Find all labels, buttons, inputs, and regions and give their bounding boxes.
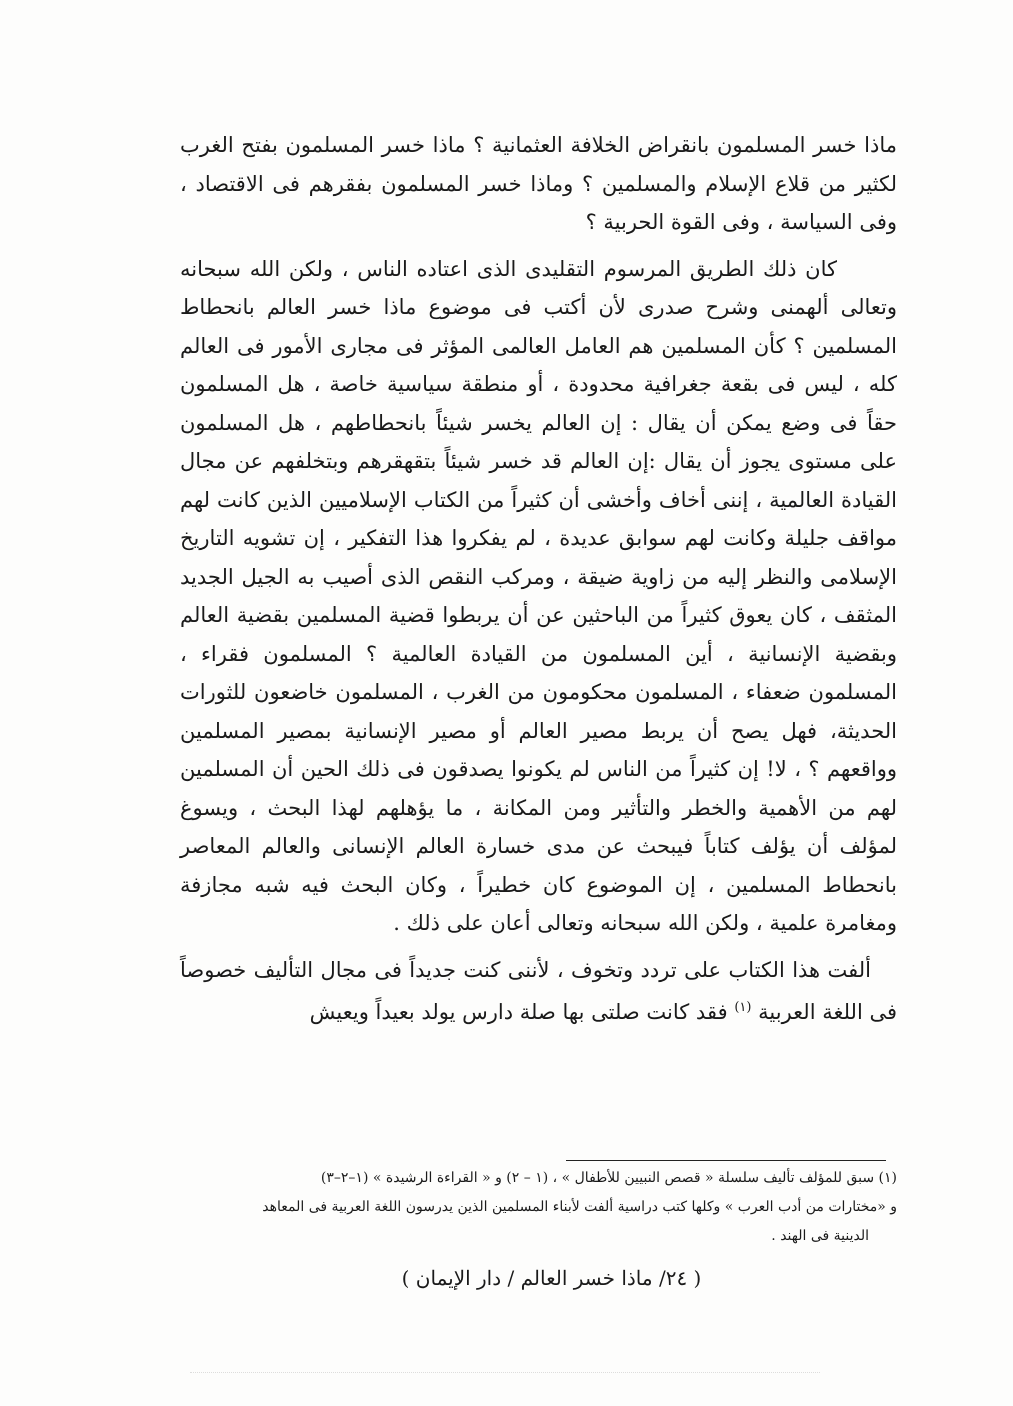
footnote-line-3: الدينية فى الهند . <box>771 1228 869 1244</box>
footnote-line-2: و «مختارات من أدب العرب » وكلها كتب دراسية ألفت لأبناء المسلمين الذين يدرسون اللغة العربية فى المعاهد <box>262 1199 897 1215</box>
scan-artifact-line <box>190 1372 820 1381</box>
page-footer: ( ٢٤/ ماذا خسر العالم / دار الإيمان ) <box>401 1266 702 1290</box>
paragraph-3-text: ألفت هذا الكتاب على تردد وتخوف ، لأننى كنت جديداً فى مجال التأليف خصوصاً فى اللغة العربية <box>180 957 897 1024</box>
body-text <box>180 126 897 1032</box>
footnote-marker: (١) <box>734 1000 752 1015</box>
footnote-divider <box>566 1160 886 1161</box>
paragraph-2: كان ذلك الطريق المرسوم التقليدى الذى اعتاده الناس ، ولكن الله سبحانه وتعالى ألهمنى وشرح صدرى لأن أكتب فى موضوع ماذا خسر العالم بانحطاط المسلمين ؟ كأن المسلمين هم العامل العالمى المؤثر فى مجارى الأمور فى العالم كله ، ليس فى بقعة جغرافية محدودة ، أو منطقة سياسية خاصة ، هل المسلمون حقاً فى وضع يمكن أن يقال : إن العالم يخسر شيئاً بانحطاطهم ، هل المسلمون على مستوى يجوز أن يقال :إن العالم قد خسر شيئاً بتقهقرهم وبتخلفهم عن مجال القيادة العالمية ، إننى أخاف وأخشى أن كثيراً من الكتاب الإسلاميين الذين كانت لهم مواقف جليلة وكانت لهم سوابق عديدة ، لم يفكروا هذا التفكير ، إن تشويه التاريخ الإسلامى والنظر إليه من زاوية ضيقة ، ومركب النقص الذى أصيب به الجيل الجديد المثقف ، كان يعوق كثيراً من الباحثين عن أن يربطوا قضية المسلمين بقضية العالم وبقضية الإنسانية ، أين المسلمون من القيادة العالمية ؟ المسلمون فقراء ، المسلمون ضعفاء ، المسلمون محكومون من الغرب ، المسلمون خاضعون للثورات الحديثة، فهل يصح أن يربط مصير العالم أو مصير الإنسانية بمصير المسلمين وواقعهم ؟ ، لا! إن كثيراً من الناس لم يكونوا يصدقون فى ذلك الحين أن المسلمين لهم من الأهمية والخطر والتأثير ومن المكانة ، ما يؤهلهم لهذا البحث ، ويسوغ لمؤلف أن يؤلف كتاباً فيبحث عن مدى خسارة العالم الإنسانى والعالم المعاصر بانحطاط المسلمين ، إن الموضوع كان خطيراً ، وكان البحث فيه شبه مجازفة ومغامرة علمية ، ولكن الله سبحانه وتعالى أعان على ذلك . <box>180 256 897 935</box>
paragraph-1: ماذا خسر المسلمون بانقراض الخلافة العثمانية ؟ ماذا خسر المسلمون بفتح الغرب لكثير من قلاع الإسلام والمسلمين ؟ وماذا خسر المسلمون بفقرهم فى الاقتصاد ، وفى السياسة ، وفى القوة الحربية ؟ <box>180 133 897 234</box>
paragraph-3 <box>180 951 897 1032</box>
footnote-line-1: (١) سبق للمؤلف تأليف سلسلة « قصص النبيين للأطفال » ، (١ – ٢) و « القراءة الرشيدة » (١–٢–٣) <box>320 1170 897 1186</box>
footnotes <box>180 1164 897 1251</box>
paragraph-3-tail: فقد كانت صلتى بها صلة دارس يولد بعيداً ويعيش <box>309 1000 728 1024</box>
